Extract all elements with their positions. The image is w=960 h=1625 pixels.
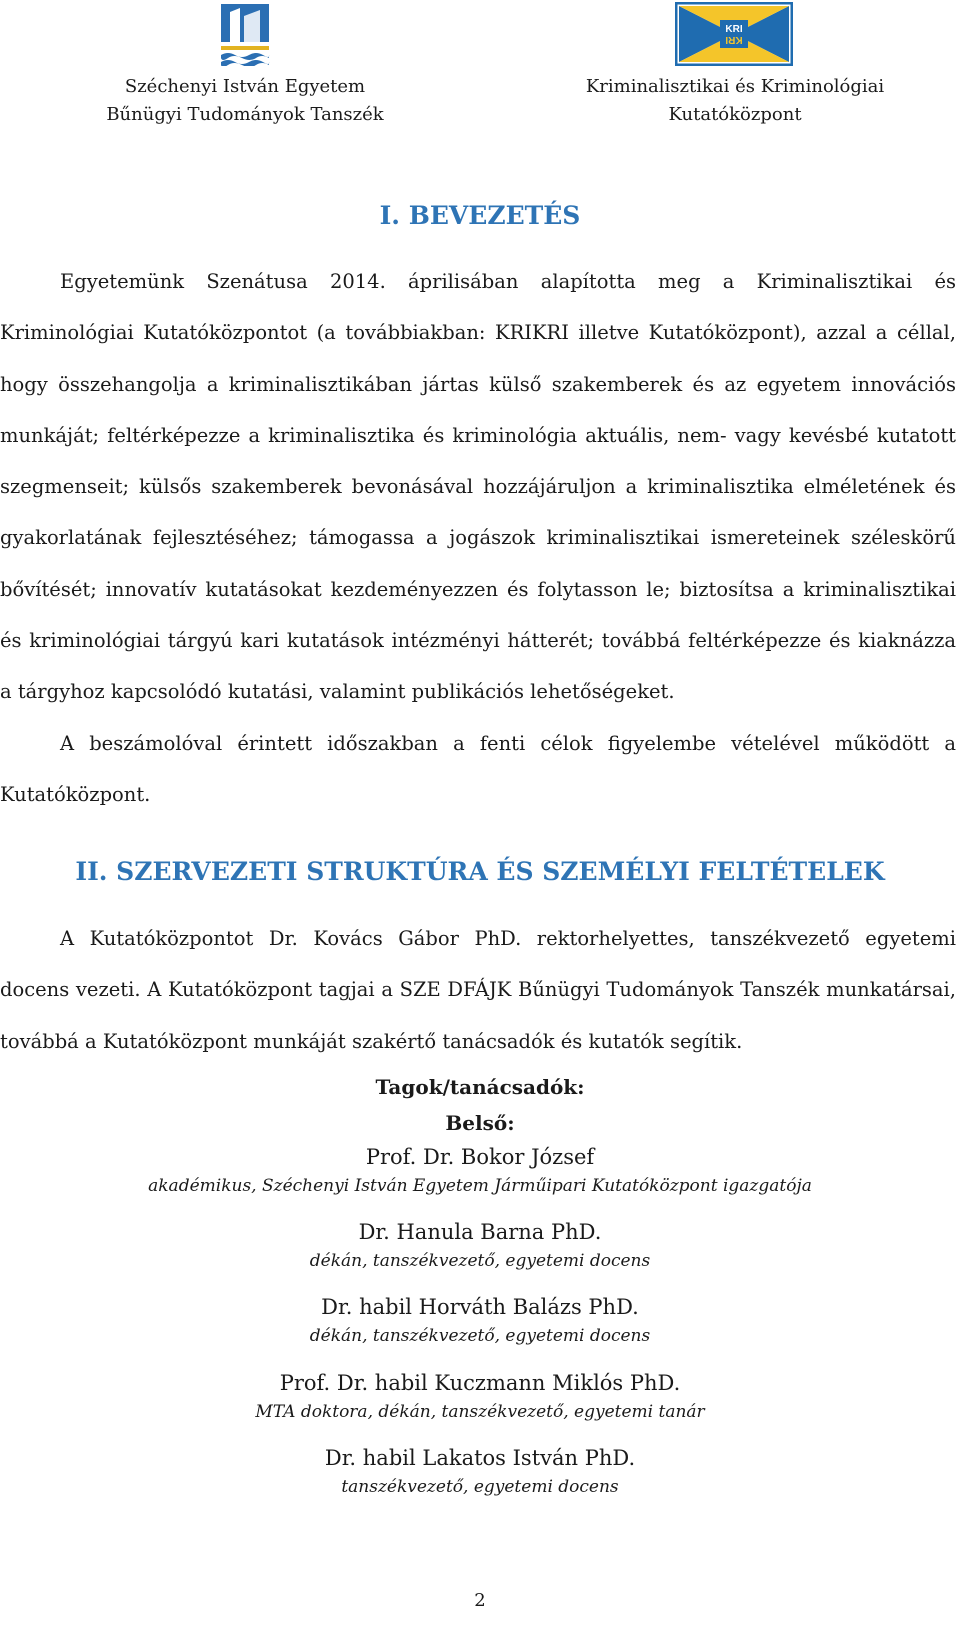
center-name-line2: Kutatóközpont (668, 104, 802, 125)
member-role: MTA doktora, dékán, tanszékvezető, egyetemi tanár (255, 1402, 705, 1422)
member-name: Prof. Dr. Bokor József (365, 1145, 595, 1169)
header-right-text (585, 73, 885, 129)
member-role: tanszékvezető, egyetemi docens (341, 1477, 619, 1497)
department-name: Bűnügyi Tudományok Tanszék (106, 104, 384, 125)
member-role: dékán, tanszékvezető, egyetemi docens (309, 1326, 651, 1346)
university-name: Széchenyi István Egyetem (124, 76, 366, 97)
member-role: akadémikus, Széchenyi István Egyetem Járműipari Kutatóközpont igazgatója (148, 1176, 812, 1196)
header-left-text (95, 73, 395, 129)
kri-logo-icon (675, 2, 793, 66)
member-entry (0, 1292, 960, 1350)
member-role: dékán, tanszékvezető, egyetemi docens (309, 1251, 651, 1271)
member-entry (0, 1142, 960, 1200)
kri-logo-text-top: KRI (725, 24, 743, 35)
intro-paragraph-2: A beszámolóval érintett időszakban a fenti célok figyelembe vételével működött a Kutatóközpont. (0, 732, 956, 807)
members-heading: Tagok/tanácsadók: (375, 1075, 585, 1099)
member-entry (0, 1443, 960, 1501)
member-name: Dr. Hanula Barna PhD. (358, 1220, 602, 1244)
kri-logo-text-bottom: KRI (725, 34, 743, 45)
intro-paragraph: Egyetemünk Szenátusa 2014. áprilisában alapította meg a Kriminalisztikai és Kriminológiai Kutatóközpontot (a továbbiakban: KRIKRI illetve Kutatóközpont), azzal a céllal, hogy összehangolja a kriminalisztikában jártas külső szakemberek és az egyetem innovációs munkáját; feltérképezze a kriminalisztika és kriminológia aktuális, nem- vagy kevésbé kutatott szegmenseit; külsős szakemberek bevonásával hozzájáruljon a kriminalisztika elméletének és gyakorlatának fejlesztéséhez; támogassa a jogászok kriminalisztikai ismereteinek széleskörű bővítését; innovatív kutatásokat kezdeményezzen és folytasson le; biztosítsa a kriminalisztikai és kriminológiai tárgyú kari kutatások intézményi hátterét; továbbá feltérképezze és kiaknázza a tárgyhoz kapcsolódó kutatási, valamint publikációs lehetőségeket. (0, 270, 956, 704)
page-number: 2 (474, 1590, 486, 1611)
member-name: Dr. habil Horváth Balázs PhD. (321, 1295, 639, 1319)
section-title-structure: II. SZERVEZETI STRUKTÚRA ÉS SZEMÉLYI FELTÉTELEK (75, 857, 885, 886)
internal-members-heading: Belső: (445, 1111, 515, 1135)
sze-logo-icon (218, 2, 272, 66)
structure-paragraph: A Kutatóközpontot Dr. Kovács Gábor PhD. rektorhelyettes, tanszékvezető egyetemi docens vezeti. A Kutatóközpont tagjai a SZE DFÁJK Bűnügyi Tudományok Tanszék munkatársai, továbbá a Kutatóközpont munkáját szakértő tanácsadók és kutatók segítik. (0, 927, 956, 1053)
center-name-line1: Kriminalisztikai és Kriminológiai (585, 76, 885, 97)
member-entry (0, 1217, 960, 1275)
member-name: Dr. habil Lakatos István PhD. (324, 1446, 636, 1470)
member-entry (0, 1368, 960, 1426)
member-name: Prof. Dr. habil Kuczmann Miklós PhD. (279, 1371, 681, 1395)
section-title-introduction: I. BEVEZETÉS (379, 201, 581, 230)
